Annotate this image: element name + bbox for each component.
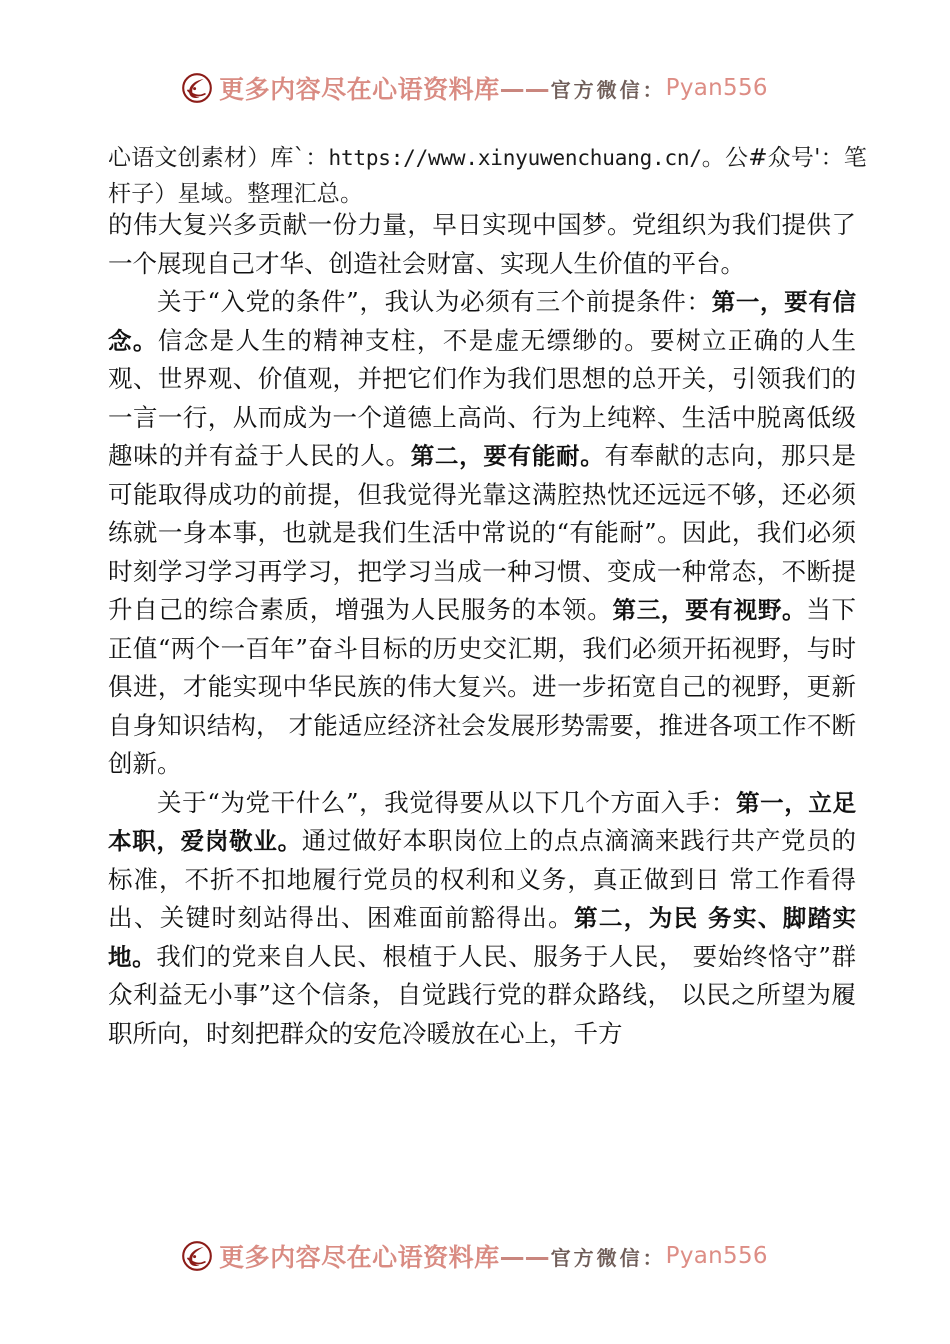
document-body	[108, 206, 856, 1053]
para-continuation	[108, 206, 856, 283]
watermark-main-text: 更多内容尽在心语资料库	[219, 1243, 500, 1272]
para-what-to-do-emphasis-1: 第一，立足本职，爱岗敬业。	[108, 788, 856, 855]
para-what-to-do-emphasis-3: 第二，为民 务实、脚踏实地。	[108, 904, 857, 971]
para-conditions-run-4: 有奉献的志向，那只是可能取得成功的前提，但我觉得光靠这满腔热忱还远远不够，还必须练就一身本事，也就是我们生活中常说的“有能耐”。因此，我们必须时刻学习学习再学习，把学习当成一种习惯、变成一种常态，不断提升自己的综合素质，增强为人民服务的本领。	[108, 441, 857, 624]
para-what-to-do-run-2: 通过做好本职岗位上的点点滴滴来践行共产党员的标准，不折不扣地履行党员的权利和义务，真正做到日 常工作看得出、关键时刻站得出、困难面前豁得出。	[108, 826, 857, 932]
watermark-wechat-handle: Pyan556	[665, 1243, 768, 1269]
para-conditions-emphasis-5: 第三，要有视野。	[612, 596, 807, 624]
watermark-colon: ：	[642, 77, 663, 102]
watermark-colon: ：	[642, 1245, 663, 1270]
source-url[interactable]: https://www.xinyuwenchuang.cn/	[328, 146, 702, 170]
para-what-to-do	[108, 784, 856, 1054]
watermark-wechat-handle: Pyan556	[665, 75, 768, 101]
source-suffix: 。公#众号'：笔杆子）星域。整理汇总。	[108, 145, 867, 207]
watermark-dash: ——	[499, 73, 550, 103]
circular-swirl-logo-icon	[182, 73, 212, 103]
para-conditions	[108, 283, 856, 784]
watermark-dash: ——	[499, 1241, 550, 1271]
para-conditions-run-6: 当下正值“两个一百年”奋斗目标的历史交汇期，我们必须开拓视野，与时俱进，才能实现中华民族的伟大复兴。进一步拓宽自己的视野，更新自身知识结构， 才能适应经济社会发展形势需要，推进各项工作不断创新。	[108, 595, 857, 778]
para-conditions-run-2: 信念是人生的精神支柱，不是虚无缥缈的。要树立正确的人生观、世界观、价值观，并把它们作为我们思想的总开关，引领我们的一言一行，从而成为一个道德上高尚、行为上纯粹、生活中脱离低级趣味的并有益于人民的人。	[108, 325, 857, 470]
para-conditions-emphasis-1: 第一，要有信念。	[108, 288, 856, 355]
watermark-sub-text: 官方微信	[550, 77, 643, 102]
para-conditions-run-0: 关于“入党的条件”，我认为必须有三个前提条件：	[157, 287, 712, 316]
para-what-to-do-run-4: 我们的党来自人民、根植于人民、服务于人民， 要始终恪守”群众利益无小事”这个信条，自觉践行党的群众路线， 以民之所望为履职所向，时刻把群众的安危冷暖放在心上，千方	[108, 941, 856, 1048]
watermark-banner-top	[0, 70, 950, 106]
circular-swirl-logo-icon	[182, 1241, 212, 1271]
source-attribution-line	[108, 140, 868, 212]
watermark-banner-bottom	[0, 1238, 950, 1274]
para-continuation-run-0: 的伟大复兴多贡献一份力量，早日实现中国梦。党组织为我们提供了一个展现自己才华、创造社会财富、实现人生价值的平台。	[108, 210, 856, 278]
para-conditions-emphasis-3: 第二，要有能耐。	[410, 442, 605, 470]
para-what-to-do-run-0: 关于“为党干什么”，我觉得要从以下几个方面入手：	[157, 787, 736, 817]
watermark-main-text: 更多内容尽在心语资料库	[219, 75, 500, 104]
source-prefix: 心语文创素材）库`：	[108, 145, 329, 171]
watermark-sub-text: 官方微信	[550, 1245, 643, 1270]
